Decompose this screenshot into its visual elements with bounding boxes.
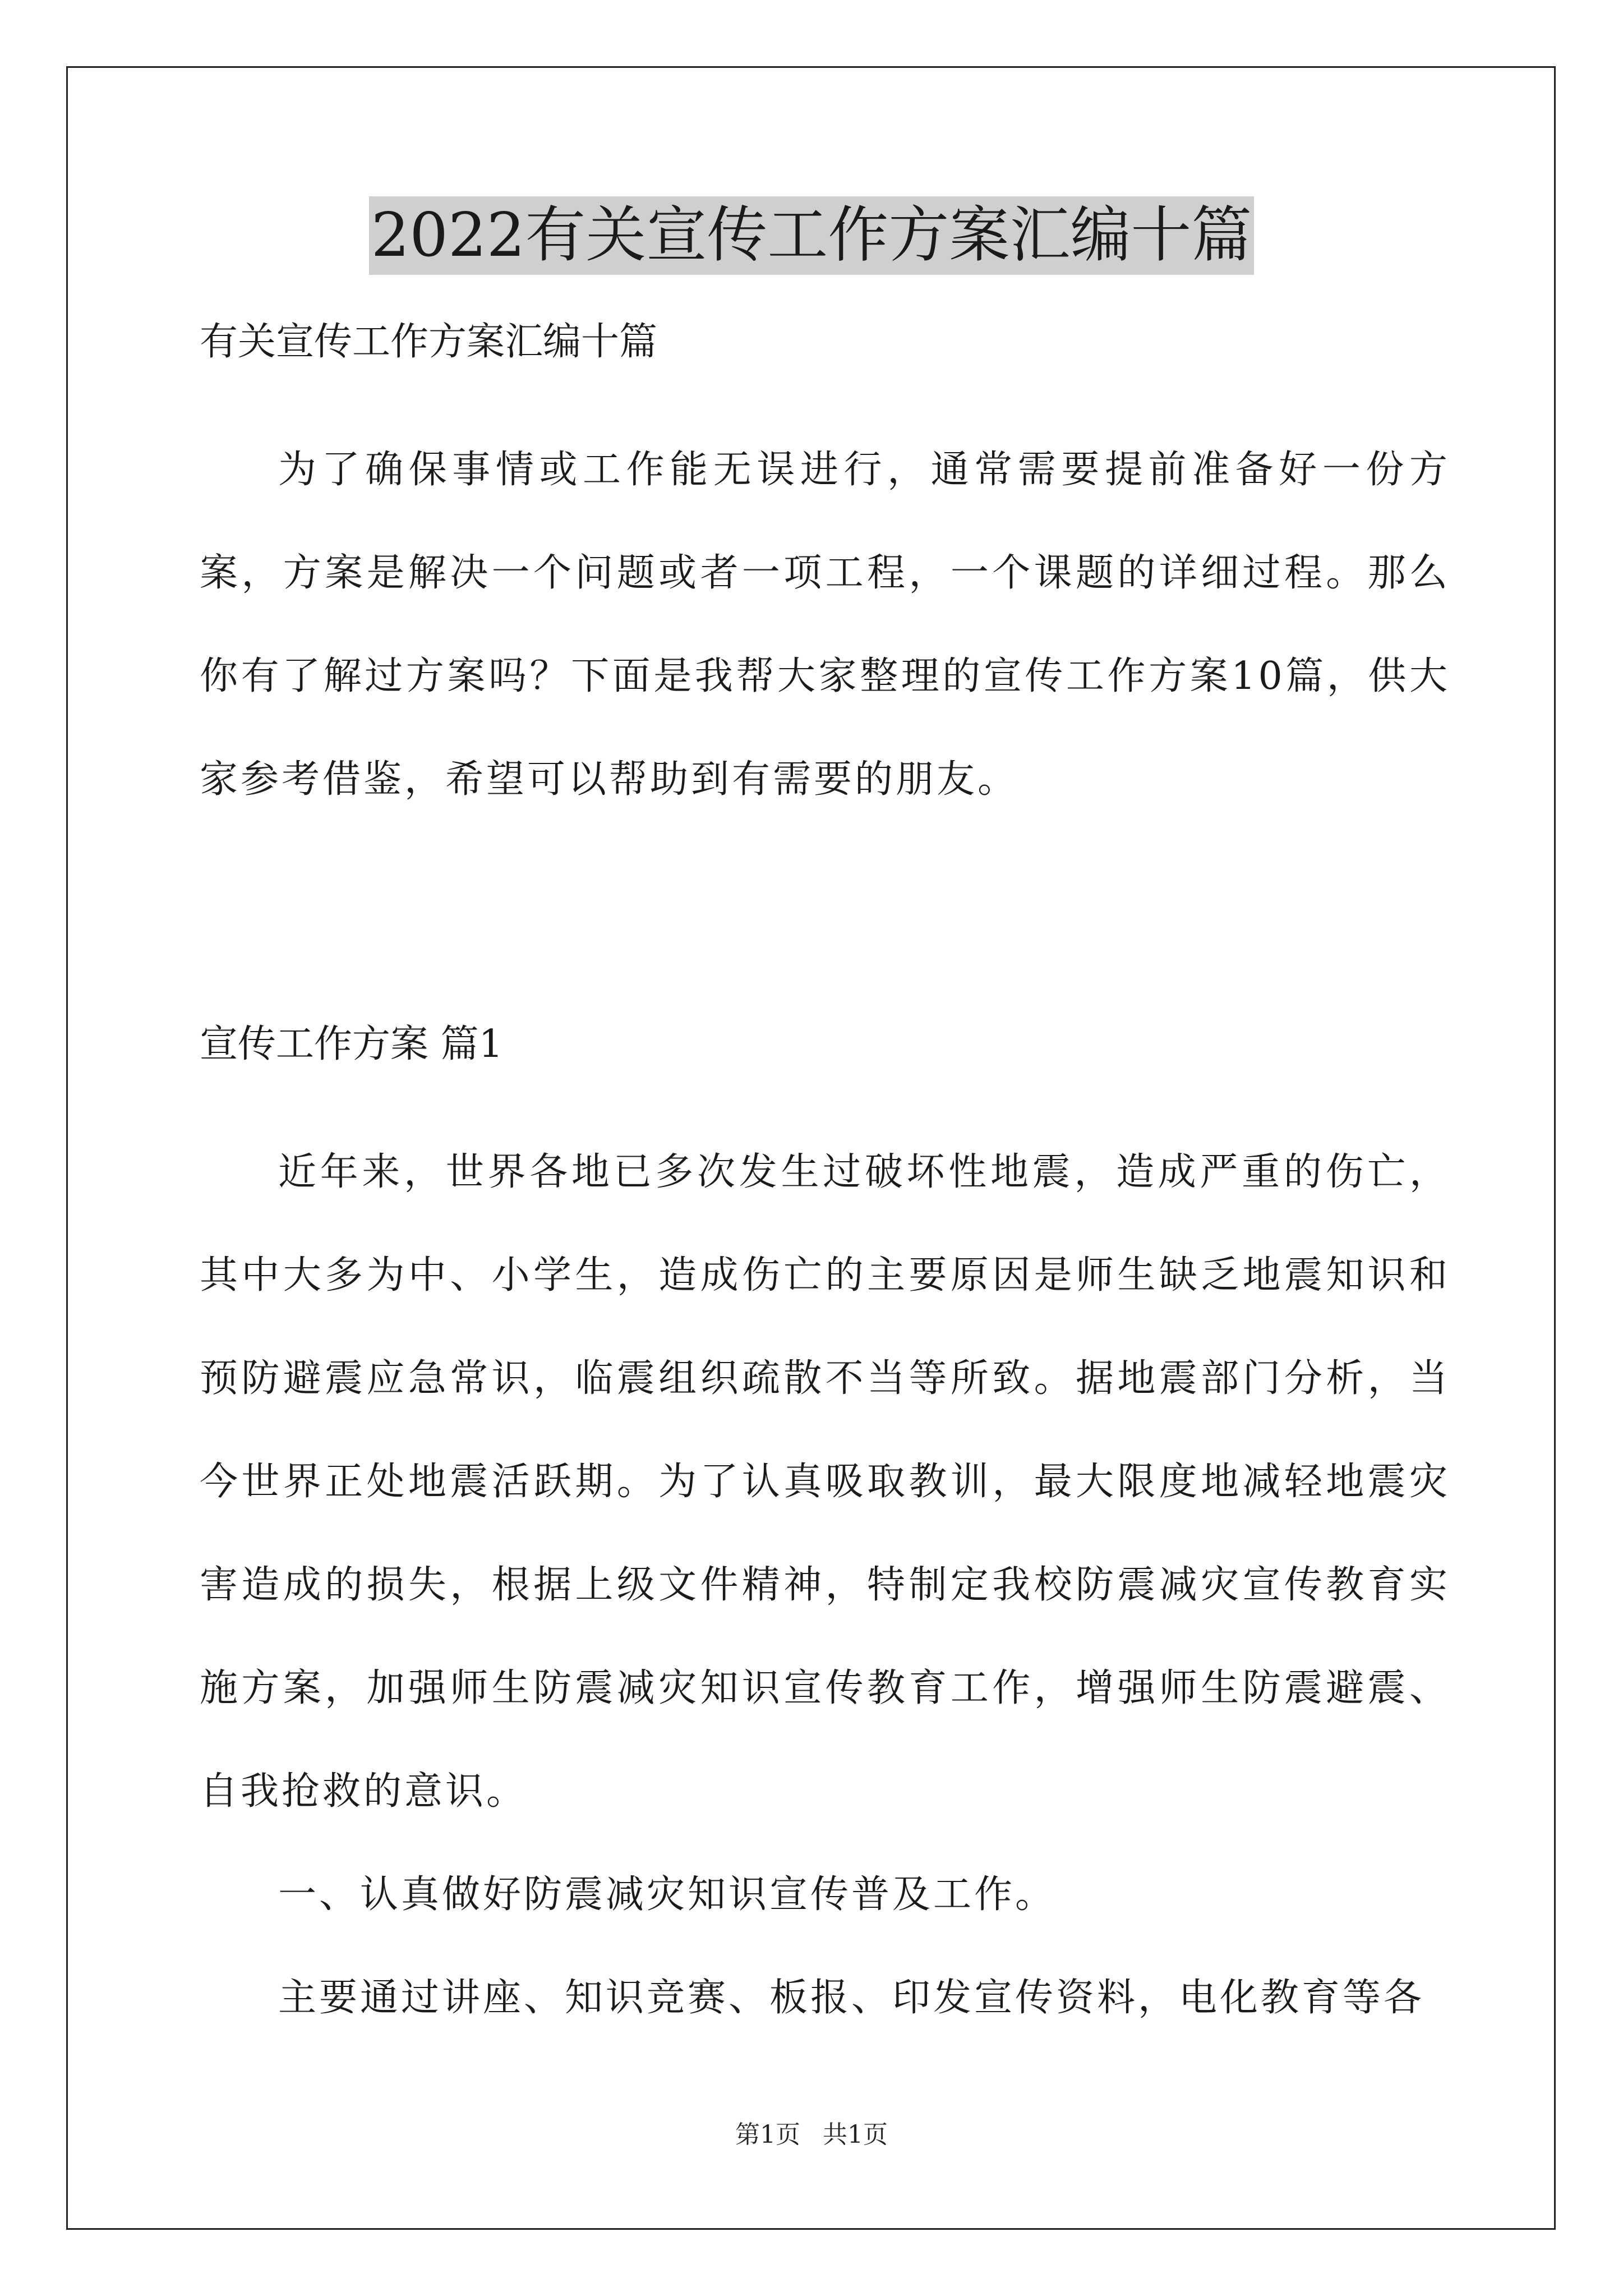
list-item-heading: 一、认真做好防震减灾知识宣传普及工作。 — [278, 1872, 1057, 1917]
document-body — [200, 314, 1450, 2050]
page-number: 第1页 — [735, 2120, 800, 2149]
page-footer — [0, 2118, 1623, 2152]
intro-paragraph: 为了确保事情或工作能无误进行，通常需要提前准备好一份方案，方案是解决一个问题或者一项工程，一个课题的详细过程。那么你有了解过方案吗？下面是我帮大家整理的宣传工作方案10篇，供大家参考借鉴，希望可以帮助到有需要的朋友。 — [200, 448, 1450, 802]
document-subtitle: 有关宣传工作方案汇编十篇 — [200, 320, 658, 364]
section-paragraph: 近年来，世界各地已多次发生过破坏性地震，造成严重的伤亡，其中大多为中、小学生，造成伤亡的主要原因是师生缺乏地震知识和预防避震应急常识，临震组织疏散不当等所致。据地震部门分析，当今世界正处地震活跃期。为了认真吸取教训，最大限度地减轻地震灾害造成的损失，根据上级文件精神，特制定我校防震减灾宣传教育实施方案，加强师生防震减灾知识宣传教育工作，增强师生防震避震、自我抢救的意识。 — [200, 1150, 1450, 1814]
section-heading: 宣传工作方案 篇1 — [200, 1022, 503, 1066]
title-container — [0, 196, 1623, 275]
page-total: 共1页 — [823, 2120, 888, 2149]
document-title: 2022有关宣传工作方案汇编十篇 — [369, 196, 1255, 275]
section-paragraph-continued: 主要通过讲座、知识竞赛、板报、印发宣传资料，电化教育等各 — [278, 1976, 1425, 2020]
